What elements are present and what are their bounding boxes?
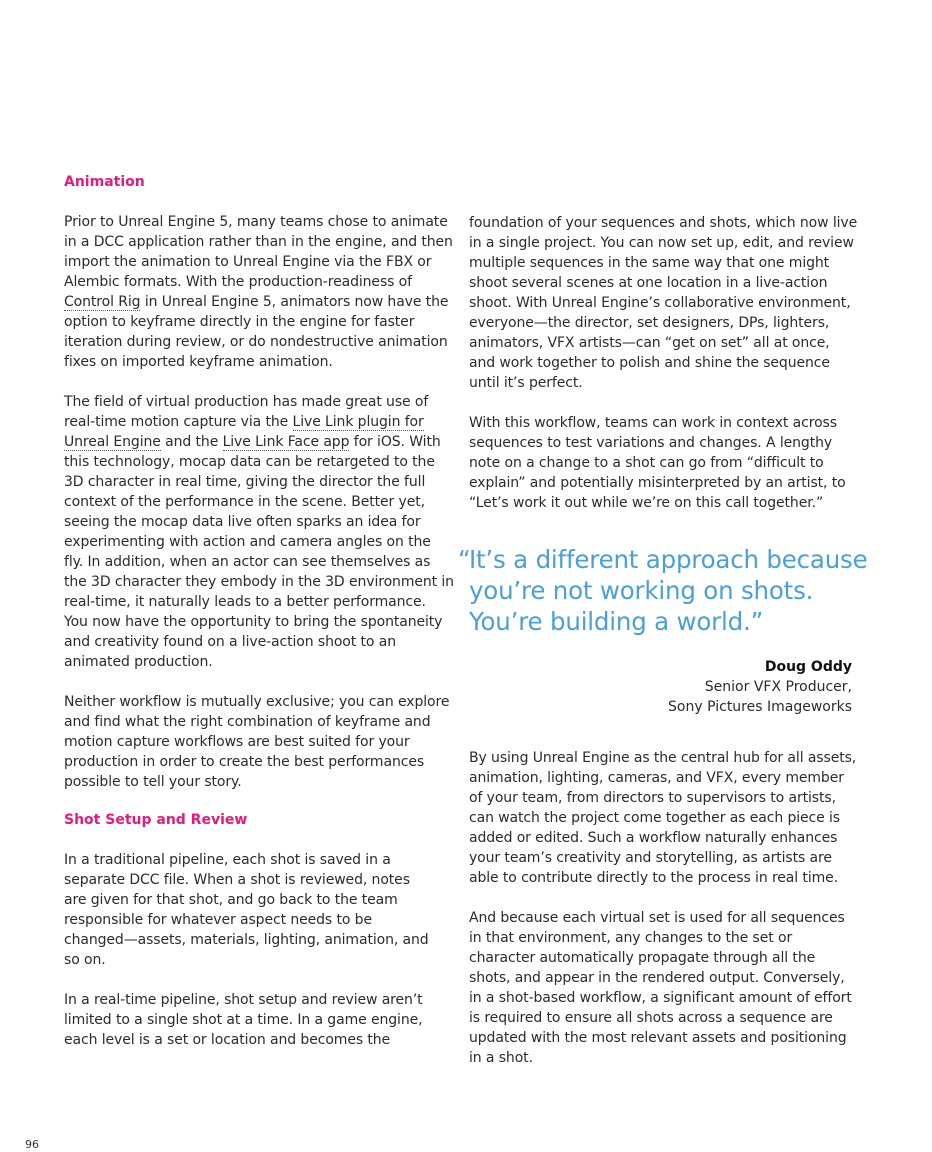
animation-paragraph-1: Prior to Unreal Engine 5, many teams chose to animate in a DCC application rather than in the engine, and then import the animation to Unreal Engine via the FBX or Alembic formats. With the production-readiness of Control Rig in Unreal Engine 5, animators now have the option to keyframe directly in the engine for faster iteration during review, or do nondestructive animation fixes on imported keyframe animation.: [64, 214, 453, 370]
right-paragraph-4: And because each virtual set is used for all sequences in that environment, any changes to the set or character automatically propagate through all the shots, and appear in the rendered output. Conversely, in a shot-based workflow, a significant amount of effort is required to ensure all shots across a sequence are updated with the most relevant assets and positioning in a shot.: [469, 910, 852, 1066]
control-rig-link[interactable]: Control Rig: [64, 294, 141, 310]
right-paragraph-3: By using Unreal Engine as the central hub for all assets, animation, lighting, cameras, and VFX, every member of your team, from directors to supervisors to artists, can watch the project come together as each piece is added or edited. Such a workflow naturally enhances your team’s creativity and storytelling, as artists are able to contribute directly to the process in real time.: [469, 750, 857, 886]
right-paragraph-2: With this workflow, teams can work in context across sequences to test variations and changes. A lengthy note on a change to a shot can go from “difficult to explain” and potentially misinterpreted by an artist, to “Let’s work it out while we’re on this call together.”: [469, 415, 846, 511]
left-column: [64, 172, 454, 1050]
quote-mark: “: [458, 545, 471, 574]
right-paragraph-1: foundation of your sequences and shots, which now live in a single project. You can now set up, edit, and review multiple sequences in the same way that one might shoot several scenes at one location in a live-action shoot. With Unreal Engine’s collaborative environment, everyone—the director, set designers, DPs, lighters, animators, VFX artists—can “get on set” all at once, and work together to polish and shine the sequence until it’s perfect.: [469, 215, 858, 391]
shot-setup-paragraph-2: In a real-time pipeline, shot setup and review aren’t limited to a single shot at a time. In a game engine, each level is a set or location and becomes the: [64, 992, 423, 1048]
animation-paragraph-3: Neither workflow is mutually exclusive; you can explore and find what the right combination of keyframe and motion capture workflows are best suited for your production in order to create the best performances possible to tell your story.: [64, 694, 450, 790]
page-number: 96: [25, 1138, 39, 1151]
live-link-face-app-link[interactable]: Live Link Face app: [222, 434, 350, 450]
pull-quote: [458, 544, 878, 637]
shot-setup-paragraph-1: In a traditional pipeline, each shot is saved in a separate DCC file. When a shot is reviewed, notes are given for that shot, and go back to the team responsible for whatever aspect needs to be changed—assets, materials, lighting, animation, and so on.: [64, 852, 429, 968]
section-heading-animation: Animation: [64, 174, 145, 190]
quote-author-role: Senior VFX Producer,: [704, 679, 852, 695]
section-heading-shot-setup: Shot Setup and Review: [64, 812, 248, 828]
quote-author-company: Sony Pictures Imageworks: [668, 699, 852, 715]
right-column-lower: [469, 748, 859, 1068]
pull-quote-text: It’s a different approach because you’re not working on shots. You’re building a world.”: [469, 545, 868, 636]
animation-paragraph-2: The field of virtual production has made great use of real-time motion capture via the Live Link plugin for Unreal Engine and the Live Link Face app for iOS. With this technology, mocap data can be retargeted to the 3D character in real time, giving the director the full context of the performance in the scene. Better yet, seeing the mocap data live often sparks an idea for experimenting with action and camera angles on the fly. In addition, when an actor can see themselves as the 3D character they embody in the 3D environment in real-time, it naturally leads to a better performance. You now have the opportunity to bring the spontaneity and creativity found on a live-action shoot to an animated production.: [64, 394, 454, 670]
quote-attribution: [560, 657, 852, 717]
live-link-plugin-link[interactable]: Live Link plugin for Unreal Engine: [64, 414, 424, 450]
quote-author: Doug Oddy: [764, 659, 852, 675]
right-column: [469, 213, 859, 513]
